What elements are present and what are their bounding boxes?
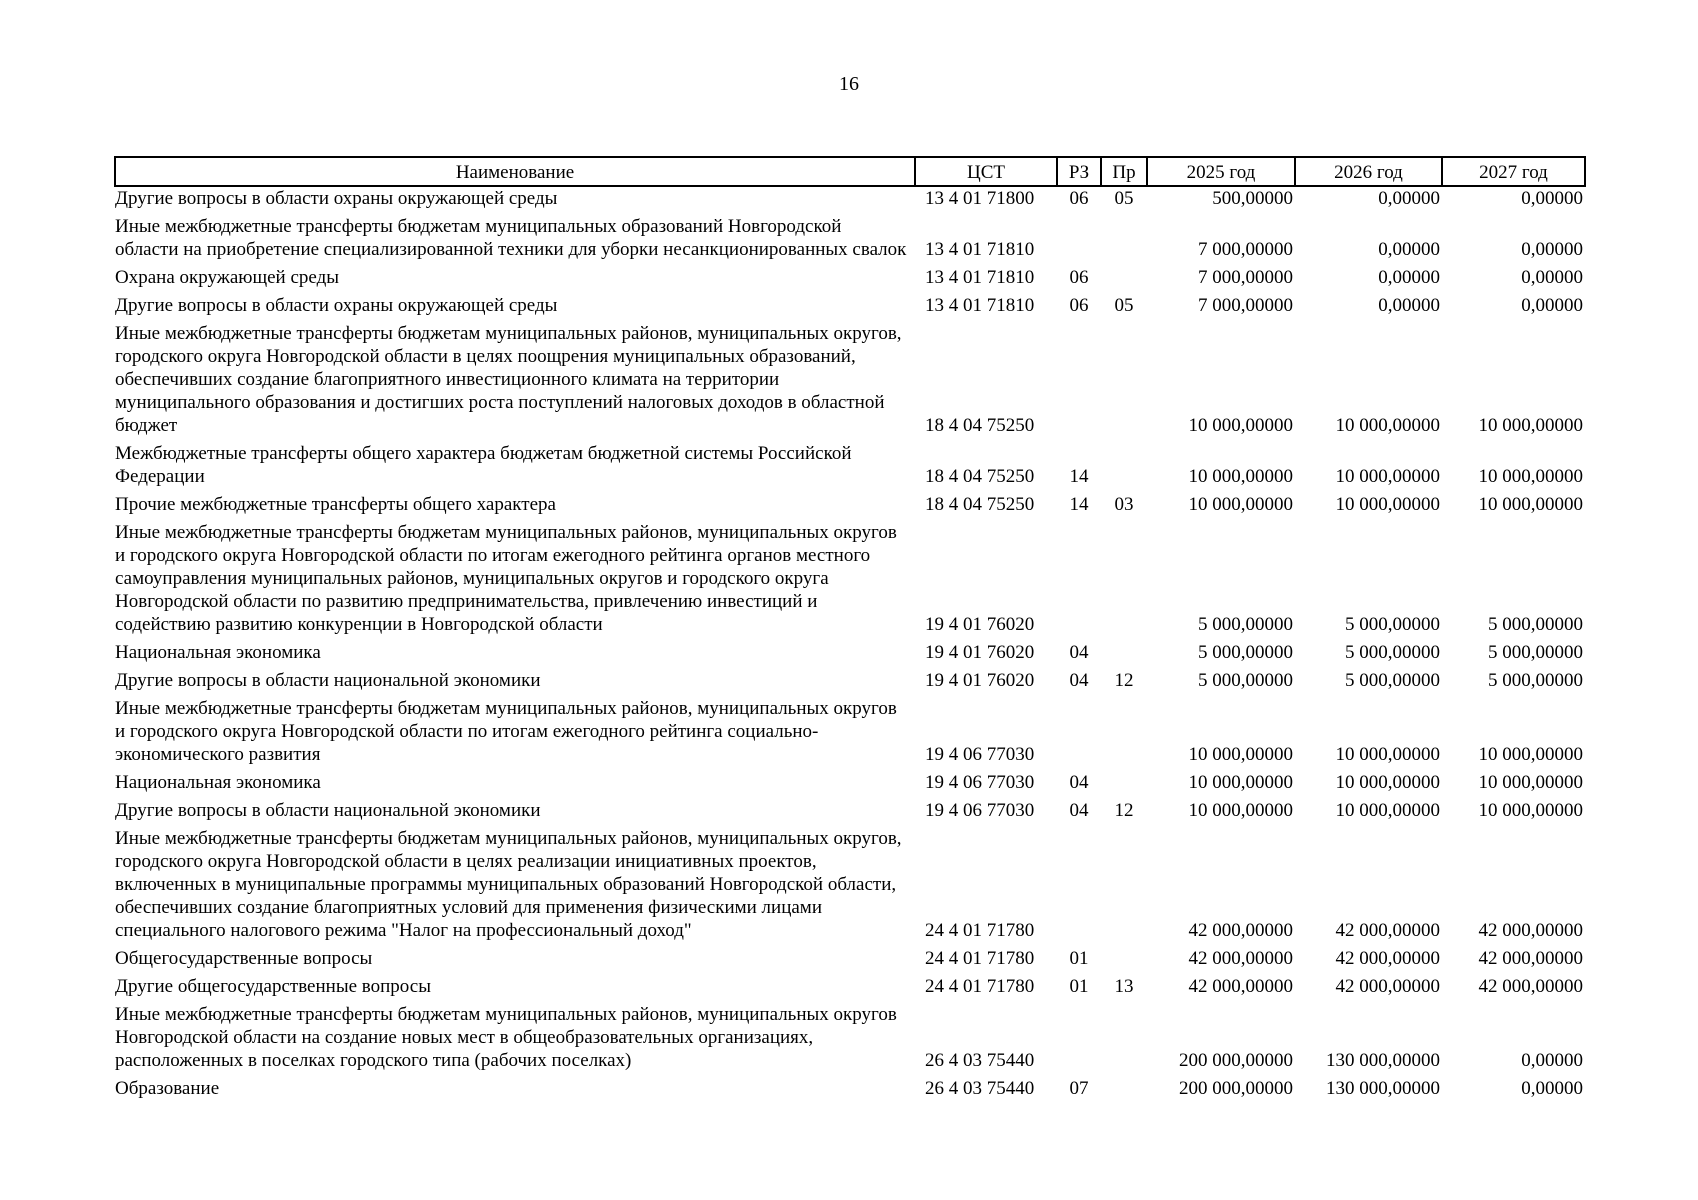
cell-cst: 13 4 01 71810 <box>925 295 1035 316</box>
cell-name: Межбюджетные трансферты общего характера бюджетам бюджетной системы Российской Федерации <box>115 443 852 487</box>
cell-2026: 5 000,00000 <box>1345 614 1440 635</box>
table-row <box>115 641 1585 669</box>
table-row <box>115 975 1585 1003</box>
cell-pr <box>1101 266 1147 294</box>
cell-rz <box>1057 827 1101 947</box>
table-row <box>115 947 1585 975</box>
cell-2027: 10 000,00000 <box>1478 800 1583 821</box>
cell-rz <box>1057 322 1101 442</box>
cell-2027: 42 000,00000 <box>1478 920 1583 941</box>
table-row <box>115 215 1585 266</box>
cell-2025: 42 000,00000 <box>1188 976 1293 997</box>
cell-rz: 01 <box>1069 948 1089 969</box>
cell-name: Иные межбюджетные трансферты бюджетам муниципальных образований Новгородской области на приобретение специализированной техники для уборки несанкционированных свалок <box>115 216 907 260</box>
cell-2026: 0,00000 <box>1378 239 1440 260</box>
cell-pr: 13 <box>1114 976 1134 997</box>
cell-2026: 42 000,00000 <box>1335 948 1440 969</box>
table-row <box>115 521 1585 641</box>
cell-2027: 5 000,00000 <box>1488 614 1583 635</box>
cell-rz: 04 <box>1069 670 1089 691</box>
cell-name: Иные межбюджетные трансферты бюджетам муниципальных районов, муниципальных округов и городского округа Новгородской области по итогам ежегодного рейтинга органов местного самоуправления муниципальных районов, муниципальных округов и городского округа Новгородской области по развитию предпринимательства, привлечению инвестиций и содействию развитию конкуренции в Новгородской области <box>115 522 897 635</box>
cell-name: Образование <box>115 1078 220 1099</box>
cell-2026: 42 000,00000 <box>1335 920 1440 941</box>
cell-2026: 5 000,00000 <box>1345 642 1440 663</box>
cell-2025: 10 000,00000 <box>1188 772 1293 793</box>
cell-rz: 14 <box>1069 466 1089 487</box>
cell-cst: 19 4 06 77030 <box>925 744 1035 765</box>
cell-2027: 10 000,00000 <box>1478 415 1583 436</box>
cell-2025: 500,00000 <box>1212 188 1293 209</box>
cell-2027: 0,00000 <box>1521 267 1583 288</box>
cell-cst: 26 4 03 75440 <box>925 1050 1035 1071</box>
cell-2027: 10 000,00000 <box>1478 494 1583 515</box>
header-2026: 2026 год <box>1295 157 1442 186</box>
table-row <box>115 827 1585 947</box>
cell-2025: 5 000,00000 <box>1198 642 1293 663</box>
table-row <box>115 266 1585 294</box>
cell-pr: 12 <box>1114 670 1134 691</box>
table-row <box>115 493 1585 521</box>
cell-pr: 12 <box>1114 800 1134 821</box>
cell-pr: 05 <box>1114 295 1134 316</box>
cell-2026: 10 000,00000 <box>1335 415 1440 436</box>
cell-2025: 5 000,00000 <box>1198 614 1293 635</box>
cell-2025: 5 000,00000 <box>1198 670 1293 691</box>
cell-2027: 5 000,00000 <box>1488 670 1583 691</box>
table-header-row <box>115 157 1585 186</box>
header-2025: 2025 год <box>1147 157 1295 186</box>
cell-name: Другие вопросы в области охраны окружающей среды <box>115 188 558 209</box>
cell-2027: 10 000,00000 <box>1478 772 1583 793</box>
cell-pr <box>1101 1003 1147 1077</box>
header-pr: Пр <box>1101 157 1147 186</box>
table-row <box>115 322 1585 442</box>
cell-name: Другие вопросы в области охраны окружающей среды <box>115 295 558 316</box>
cell-name: Другие вопросы в области национальной экономики <box>115 800 541 821</box>
cell-cst: 13 4 01 71800 <box>925 188 1035 209</box>
table-row <box>115 1077 1585 1105</box>
table-row <box>115 186 1585 215</box>
cell-2026: 0,00000 <box>1378 267 1440 288</box>
cell-name: Прочие межбюджетные трансферты общего характера <box>115 494 556 515</box>
cell-name: Национальная экономика <box>115 642 321 663</box>
cell-rz: 06 <box>1069 188 1089 209</box>
cell-pr <box>1101 1077 1147 1105</box>
cell-rz: 14 <box>1069 494 1089 515</box>
cell-pr <box>1101 697 1147 771</box>
cell-name: Другие вопросы в области национальной экономики <box>115 670 541 691</box>
cell-pr <box>1101 322 1147 442</box>
cell-cst: 19 4 01 76020 <box>925 670 1035 691</box>
table-row <box>115 771 1585 799</box>
cell-2025: 7 000,00000 <box>1198 267 1293 288</box>
cell-pr <box>1101 947 1147 975</box>
cell-name: Другие общегосударственные вопросы <box>115 976 431 997</box>
cell-cst: 24 4 01 71780 <box>925 948 1035 969</box>
table-row <box>115 294 1585 322</box>
cell-rz <box>1057 215 1101 266</box>
cell-name: Национальная экономика <box>115 772 321 793</box>
cell-rz: 07 <box>1069 1078 1089 1099</box>
table-row <box>115 669 1585 697</box>
cell-2026: 130 000,00000 <box>1326 1078 1440 1099</box>
cell-name: Иные межбюджетные трансферты бюджетам муниципальных районов, муниципальных округов, городского округа Новгородской области в целях поощрения муниципальных образований, обеспечивших создание благоприятного инвестиционного климата на территории муниципального образования и достигших роста поступлений налоговых доходов в областной бюджет <box>115 323 902 436</box>
cell-2025: 200 000,00000 <box>1179 1050 1293 1071</box>
cell-cst: 13 4 01 71810 <box>925 239 1035 260</box>
table-row <box>115 697 1585 771</box>
cell-2025: 10 000,00000 <box>1188 744 1293 765</box>
cell-2026: 10 000,00000 <box>1335 466 1440 487</box>
table-body <box>115 186 1585 1105</box>
cell-name: Иные межбюджетные трансферты бюджетам муниципальных районов, муниципальных округов и городского округа Новгородской области по итогам ежегодного рейтинга социально-экономического развития <box>115 698 897 765</box>
cell-pr <box>1101 827 1147 947</box>
cell-rz: 01 <box>1069 976 1089 997</box>
cell-name: Общегосударственные вопросы <box>115 948 373 969</box>
cell-cst: 19 4 01 76020 <box>925 614 1035 635</box>
cell-2027: 42 000,00000 <box>1478 948 1583 969</box>
cell-rz <box>1057 1003 1101 1077</box>
cell-2027: 5 000,00000 <box>1488 642 1583 663</box>
cell-2027: 10 000,00000 <box>1478 466 1583 487</box>
cell-rz: 04 <box>1069 642 1089 663</box>
cell-2026: 10 000,00000 <box>1335 494 1440 515</box>
cell-pr: 05 <box>1114 188 1134 209</box>
cell-2025: 10 000,00000 <box>1188 494 1293 515</box>
cell-rz: 06 <box>1069 267 1089 288</box>
header-name: Наименование <box>115 157 915 186</box>
cell-2027: 0,00000 <box>1521 1078 1583 1099</box>
cell-2026: 0,00000 <box>1378 295 1440 316</box>
cell-cst: 24 4 01 71780 <box>925 920 1035 941</box>
cell-cst: 19 4 06 77030 <box>925 772 1035 793</box>
cell-2026: 10 000,00000 <box>1335 800 1440 821</box>
cell-rz: 04 <box>1069 772 1089 793</box>
header-rz: РЗ <box>1057 157 1101 186</box>
cell-2026: 42 000,00000 <box>1335 976 1440 997</box>
header-2027: 2027 год <box>1442 157 1585 186</box>
cell-2027: 0,00000 <box>1521 1050 1583 1071</box>
cell-rz: 04 <box>1069 800 1089 821</box>
cell-cst: 24 4 01 71780 <box>925 976 1035 997</box>
cell-name: Иные межбюджетные трансферты бюджетам муниципальных районов, муниципальных округов, городского округа Новгородской области в целях реализации инициативных проектов, включенных в муниципальные программы муниципальных образований Новгородской области, обеспечивших создание благоприятных условий для применения физическими лицами специального налогового режима "Налог на профессиональный доход" <box>115 828 902 941</box>
cell-2026: 130 000,00000 <box>1326 1050 1440 1071</box>
cell-name: Иные межбюджетные трансферты бюджетам муниципальных районов, муниципальных округов Новгородской области на создание новых мест в общеобразовательных организациях, расположенных в поселках городского типа (рабочих поселках) <box>115 1004 897 1071</box>
cell-pr <box>1101 215 1147 266</box>
cell-pr <box>1101 442 1147 493</box>
cell-2025: 7 000,00000 <box>1198 239 1293 260</box>
header-cst: ЦСТ <box>915 157 1057 186</box>
cell-2027: 10 000,00000 <box>1478 744 1583 765</box>
cell-2026: 10 000,00000 <box>1335 772 1440 793</box>
cell-2025: 10 000,00000 <box>1188 466 1293 487</box>
cell-2025: 7 000,00000 <box>1198 295 1293 316</box>
cell-pr: 03 <box>1114 494 1134 515</box>
budget-table <box>114 156 1586 1105</box>
cell-cst: 13 4 01 71810 <box>925 267 1035 288</box>
cell-rz <box>1057 521 1101 641</box>
cell-rz: 06 <box>1069 295 1089 316</box>
cell-2027: 0,00000 <box>1521 239 1583 260</box>
table-row <box>115 799 1585 827</box>
table-row <box>115 442 1585 493</box>
cell-cst: 19 4 06 77030 <box>925 800 1035 821</box>
page-number: 16 <box>839 73 859 95</box>
cell-pr <box>1101 521 1147 641</box>
cell-cst: 18 4 04 75250 <box>925 415 1035 436</box>
table-row <box>115 1003 1585 1077</box>
cell-2026: 10 000,00000 <box>1335 744 1440 765</box>
cell-name: Охрана окружающей среды <box>115 267 340 288</box>
cell-2025: 10 000,00000 <box>1188 800 1293 821</box>
cell-rz <box>1057 697 1101 771</box>
cell-2025: 42 000,00000 <box>1188 948 1293 969</box>
cell-2026: 5 000,00000 <box>1345 670 1440 691</box>
cell-2027: 0,00000 <box>1521 188 1583 209</box>
cell-2025: 42 000,00000 <box>1188 920 1293 941</box>
cell-2027: 42 000,00000 <box>1478 976 1583 997</box>
cell-pr <box>1101 641 1147 669</box>
cell-2027: 0,00000 <box>1521 295 1583 316</box>
cell-pr <box>1101 771 1147 799</box>
cell-cst: 18 4 04 75250 <box>925 466 1035 487</box>
cell-2025: 200 000,00000 <box>1179 1078 1293 1099</box>
cell-cst: 19 4 01 76020 <box>925 642 1035 663</box>
cell-2025: 10 000,00000 <box>1188 415 1293 436</box>
cell-2026: 0,00000 <box>1378 188 1440 209</box>
cell-cst: 18 4 04 75250 <box>925 494 1035 515</box>
cell-cst: 26 4 03 75440 <box>925 1078 1035 1099</box>
